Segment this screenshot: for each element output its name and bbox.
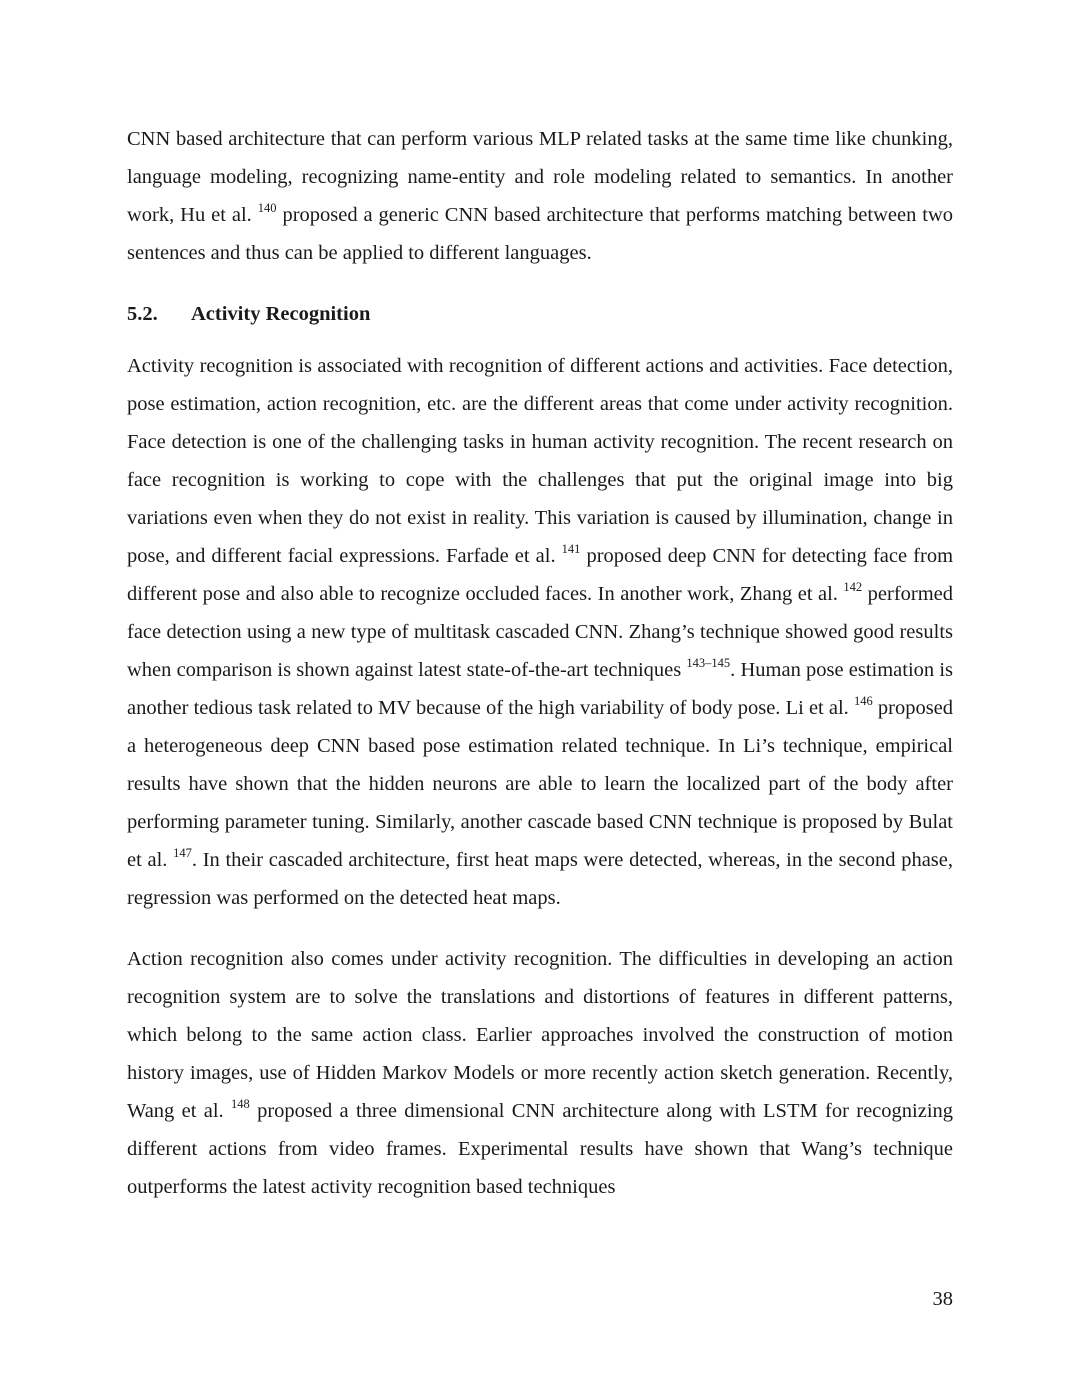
paragraph-text: proposed a generic CNN based architecture that performs matching between two sentences and thus can be applied to different languages. <box>127 204 954 264</box>
citation-ref: 147 <box>173 846 192 860</box>
citation-ref: 140 <box>257 201 277 215</box>
paragraph-text: Activity recognition is associated with recognition of different actions and activities. Face detection, pose estimation, action recognition, etc. are the different areas that come under activity recognition. Face detection is one of the challenging tasks in human activity recognition. The recent research on face recognition is working to cope with the challenges that put the original image into big variations even when they do not exist in reality. This variation is caused by illumination, change in pose, and different facial expressions. Farfade et al. <box>127 355 953 567</box>
paragraph-action-recognition <box>127 940 953 1206</box>
citation-ref: 142 <box>843 580 863 594</box>
paragraph-text: CNN based architecture that can perform various MLP related tasks at the same time like chunking, language modeling, recognizing name-entity and role modeling related to semantics. In another work, Hu et al. <box>127 128 953 226</box>
page-body <box>127 120 953 1206</box>
paragraph-text: Action recognition also comes under activity recognition. The difficulties in developing an action recognition system are to solve the translations and distortions of features in different patterns, which belong to the same action class. Earlier approaches involved the construction of motion history images, use of Hidden Markov Models or more recently action sketch generation. Recently, Wang et al. <box>127 948 953 1122</box>
section-heading <box>127 295 953 333</box>
paragraph-text: . In their cascaded architecture, first heat maps were detected, whereas, in the second phase, regression was performed on the detected heat maps. <box>127 849 953 909</box>
section-number: 5.2. <box>127 303 158 325</box>
paragraph-text: . Human pose estimation is another tedious task related to MV because of the high variability of body pose. Li et al. <box>127 659 953 719</box>
page-number: 38 <box>932 1288 953 1310</box>
paragraph-activity-recognition <box>127 347 953 917</box>
citation-ref: 141 <box>561 542 581 556</box>
paragraph-text: performed face detection using a new type of multitask cascaded CNN. Zhang’s technique showed good results when comparison is shown against latest state-of-the-art techniques <box>127 583 954 681</box>
citation-ref: 143–145 <box>686 656 731 670</box>
paragraph-text: proposed a heterogeneous deep CNN based pose estimation related technique. In Li’s technique, empirical results have shown that the hidden neurons are able to learn the localized part of the body after performing parameter tuning. Similarly, another cascade based CNN technique is proposed by Bulat et al. <box>127 697 954 871</box>
paragraph-intro <box>127 120 953 272</box>
citation-ref: 146 <box>853 694 873 708</box>
paragraph-text: proposed deep CNN for detecting face from different pose and also able to recognize occluded faces. In another work, Zhang et al. <box>127 545 954 605</box>
paragraph-text: proposed a three dimensional CNN architecture along with LSTM for recognizing different actions from video frames. Experimental results have shown that Wang’s technique outperforms the latest activity recognition based techniques <box>127 1100 954 1198</box>
section-title: Activity Recognition <box>191 303 371 325</box>
citation-ref: 148 <box>230 1097 250 1111</box>
